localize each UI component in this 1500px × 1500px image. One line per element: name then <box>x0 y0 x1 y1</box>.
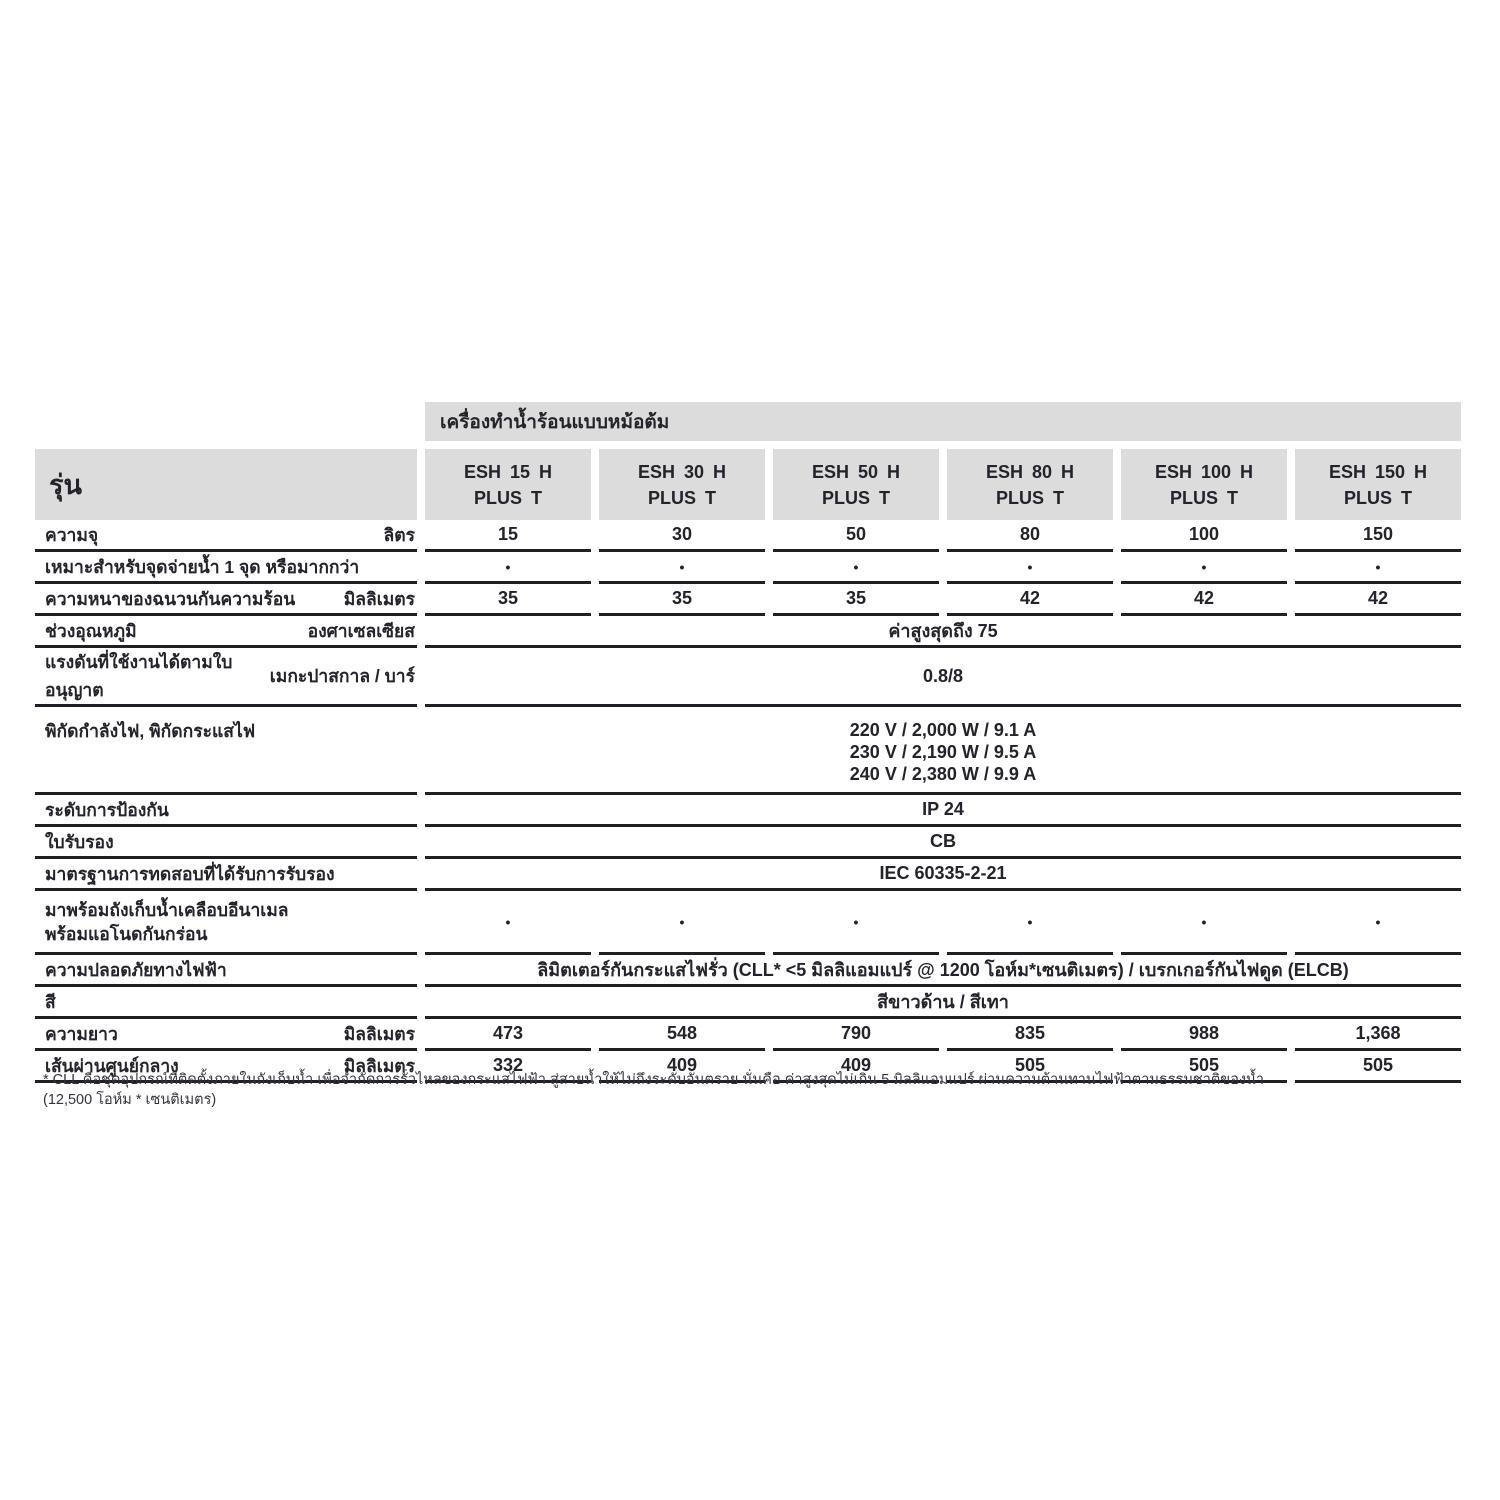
model-name: ESH 50 H <box>811 461 901 482</box>
row-unit: มิลลิเมตร <box>343 1055 415 1076</box>
merged-value-cell: IEC 60335-2-21 <box>425 859 1461 891</box>
model-sub: PLUS T <box>821 487 890 508</box>
row-label: มาตรฐานการทดสอบที่ได้รับการรับรอง <box>45 863 335 884</box>
bullet-cell: • <box>1121 891 1287 955</box>
row-label-cell <box>35 1019 417 1051</box>
model-sub: PLUS T <box>473 487 542 508</box>
row-safety <box>35 955 1461 987</box>
merged-value-cell: IP 24 <box>425 795 1461 827</box>
footnote: * CLL คือชุดอุปกรณ์ที่ติดตั้งภายในถังเก็บน้ำ เพื่อจำกัดการรั่วไหลของกระแสไฟฟ้า สู่สายน้ำให้ไม่ถึงระดับอันตราย นั่นคือ ค่าสูงสุดไม่เกิน 5 มิลลิแอมแปร์ ผ่านความต้านทานไฟฟ้าตามธรรมชาติของน้ำ (12,500 โอห์ม * เซนติเมตร) <box>43 1072 1265 1108</box>
value-cell: 409 <box>599 1051 765 1083</box>
row-label: ใบรับรอง <box>45 831 114 852</box>
bullet-cell: • <box>599 552 765 584</box>
merged-value-cell: สีขาวด้าน / สีเทา <box>425 987 1461 1019</box>
power-rating-line: 220 V / 2,000 W / 9.1 A <box>849 719 1037 740</box>
bullet-cell: • <box>425 552 591 584</box>
merged-value-cell: ลิมิตเตอร์กันกระแสไฟรั่ว (CLL* <5 มิลลิแอมแปร์ @ 1200 โอห์ม*เซนติเมตร) / เบรกเกอร์กันไฟดูด (ELCB) <box>425 955 1461 987</box>
model-sub: PLUS T <box>995 487 1064 508</box>
row-insulation <box>35 584 1461 616</box>
merged-value-cell: ค่าสูงสุดถึง 75 <box>425 616 1461 648</box>
bullet-cell: • <box>1295 891 1461 955</box>
bullet-cell: • <box>947 552 1113 584</box>
bullet-cell: • <box>425 891 591 955</box>
value-cell: 42 <box>947 584 1113 616</box>
row-unit: มิลลิเมตร <box>343 588 415 609</box>
bullet-cell: • <box>947 891 1113 955</box>
row-label: แรงดันที่ใช้งานได้ตามใบอนุญาต <box>45 652 233 700</box>
power-rating-line: 230 V / 2,190 W / 9.5 A <box>849 741 1037 762</box>
bullet-cell: • <box>773 552 939 584</box>
row-label: สี <box>45 991 56 1012</box>
row-label-cell <box>35 520 417 552</box>
row-unit: ลิตร <box>383 524 415 545</box>
row-label-cell <box>35 795 417 827</box>
title-row <box>35 402 1461 441</box>
row-unit: องศาเซลเซียส <box>307 620 415 641</box>
model-name: ESH 100 H <box>1154 461 1254 482</box>
bullet-cell: • <box>1295 552 1461 584</box>
value-cell: 790 <box>773 1019 939 1051</box>
value-cell: 80 <box>947 520 1113 552</box>
merged-value-cell <box>425 707 1461 795</box>
row-label-cell <box>35 859 417 891</box>
row-label-line: มาพร้อมถังเก็บน้ำเคลือบอีนาเมล <box>45 899 289 920</box>
row-label: ระดับการป้องกัน <box>45 799 169 820</box>
value-cell: 835 <box>947 1019 1113 1051</box>
row-label-cell <box>35 552 417 584</box>
row-label: ความหนาของฉนวนกันความร้อน <box>45 588 296 609</box>
row-power <box>35 707 1461 795</box>
row-certificate <box>35 827 1461 859</box>
row-label-cell <box>35 707 417 795</box>
model-name: ESH 150 H <box>1328 461 1428 482</box>
bullet-cell: • <box>1121 552 1287 584</box>
row-label: ความปลอดภัยทางไฟฟ้า <box>45 959 227 980</box>
row-label: ความยาว <box>45 1023 118 1044</box>
model-sub: PLUS T <box>1169 487 1238 508</box>
model-cell <box>599 449 765 520</box>
row-label: ช่วงอุณหภูมิ <box>45 620 137 641</box>
row-capacity <box>35 520 1461 552</box>
value-cell: 30 <box>599 520 765 552</box>
value-cell: 548 <box>599 1019 765 1051</box>
row-label-cell <box>35 616 417 648</box>
value-cell: 42 <box>1121 584 1287 616</box>
row-length <box>35 1019 1461 1051</box>
row-unit: เมกะปาสกาล / บาร์ <box>269 666 415 686</box>
merged-value-cell: 0.8/8 <box>425 648 1461 707</box>
row-label-cell <box>35 955 417 987</box>
value-cell: 100 <box>1121 520 1287 552</box>
power-ratings <box>850 715 1036 785</box>
bullet-cell: • <box>599 891 765 955</box>
row-protection <box>35 795 1461 827</box>
model-sub: PLUS T <box>647 487 716 508</box>
row-multipoint <box>35 552 1461 584</box>
value-cell: 473 <box>425 1019 591 1051</box>
value-cell: 409 <box>773 1051 939 1083</box>
row-label-cell <box>35 891 417 955</box>
model-cell <box>1121 449 1287 520</box>
row-label-cell <box>35 827 417 859</box>
model-name: ESH 15 H <box>463 461 553 482</box>
value-cell: 42 <box>1295 584 1461 616</box>
row-unit: มิลลิเมตร <box>343 1023 415 1044</box>
model-cell <box>425 449 591 520</box>
model-row <box>35 449 1461 520</box>
model-name: ESH 80 H <box>985 461 1075 482</box>
row-label: พิกัดกำลังไฟ, พิกัดกระแสไฟ <box>45 721 256 741</box>
spec-table <box>35 402 1461 1083</box>
value-cell: 1,368 <box>1295 1019 1461 1051</box>
value-cell: 50 <box>773 520 939 552</box>
bullet-cell: • <box>773 891 939 955</box>
value-cell: 505 <box>1295 1051 1461 1083</box>
row-label: เส้นผ่านศูนย์กลาง <box>45 1055 179 1076</box>
row-label-line: พร้อมแอโนดกันกร่อน <box>45 923 208 944</box>
value-cell: 35 <box>773 584 939 616</box>
value-cell: 35 <box>425 584 591 616</box>
model-header-label: รุ่น <box>35 449 417 520</box>
value-cell: 505 <box>1121 1051 1287 1083</box>
model-sub: PLUS T <box>1343 487 1412 508</box>
row-enamel-tank <box>35 891 1461 955</box>
table-title: เครื่องทำน้ำร้อนแบบหม้อต้ม <box>425 402 1461 441</box>
value-cell: 150 <box>1295 520 1461 552</box>
value-cell: 15 <box>425 520 591 552</box>
power-rating-line: 240 V / 2,380 W / 9.9 A <box>849 763 1037 784</box>
row-pressure <box>35 648 1461 707</box>
row-temperature <box>35 616 1461 648</box>
row-color <box>35 987 1461 1019</box>
value-cell: 505 <box>947 1051 1113 1083</box>
title-row-spacer <box>35 402 417 441</box>
row-label-cell <box>35 584 417 616</box>
merged-value-cell: CB <box>425 827 1461 859</box>
value-cell: 332 <box>425 1051 591 1083</box>
value-cell: 988 <box>1121 1019 1287 1051</box>
model-cell <box>947 449 1113 520</box>
model-cell <box>773 449 939 520</box>
model-name: ESH 30 H <box>637 461 727 482</box>
row-label: ความจุ <box>45 524 99 545</box>
row-standard <box>35 859 1461 891</box>
row-label-cell <box>35 648 417 707</box>
value-cell: 35 <box>599 584 765 616</box>
row-label: เหมาะสำหรับจุดจ่ายน้ำ 1 จุด หรือมากกว่า <box>45 556 360 577</box>
row-label-cell <box>35 987 417 1019</box>
model-cell <box>1295 449 1461 520</box>
